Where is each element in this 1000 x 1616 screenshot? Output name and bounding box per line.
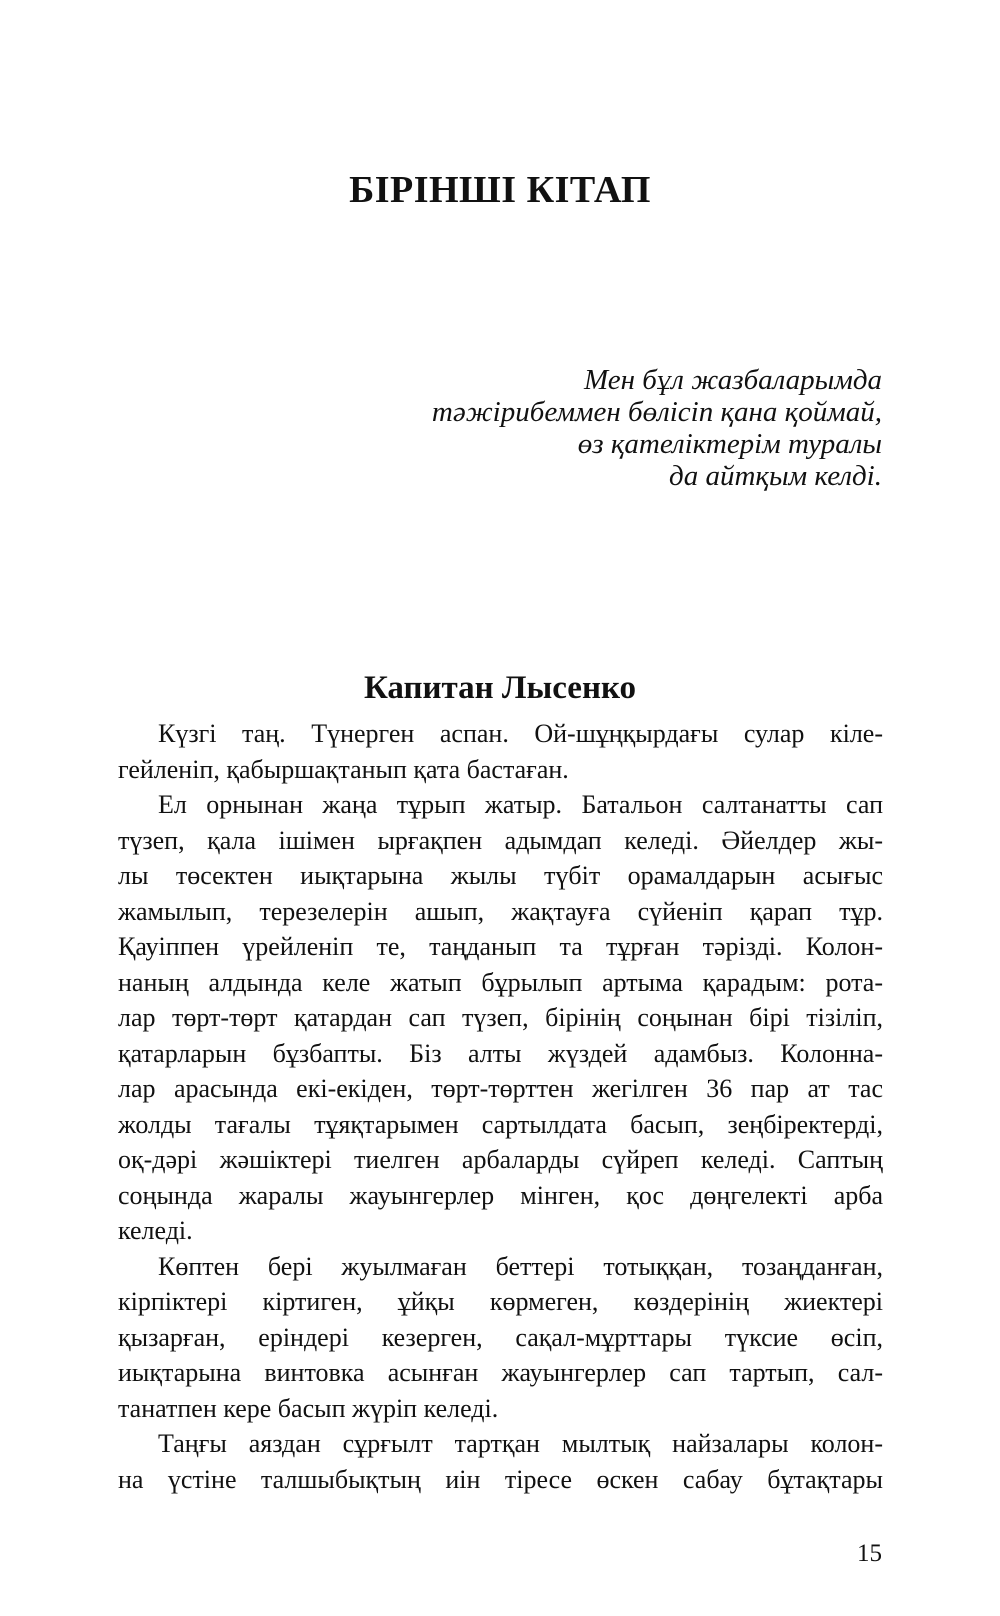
- text-line: гейленіп, қабыршақтанып қата бастаған.: [118, 754, 569, 784]
- body-text: [118, 716, 883, 1497]
- text-line: қатарларын бұзбапты. Біз алты жүздей адамбыз. Колонна-: [118, 1038, 883, 1068]
- text-line: Қауіппен үрейленіп те, таңданып та тұрған тәрізді. Колон-: [118, 932, 883, 961]
- text-line: Күзгі таң. Түнерген аспан. Ой-шұңқырдағы сулар кіле-: [158, 719, 883, 748]
- text-line: оқ-дәрі жәшіктері тиелген арбаларды сүйреп келеді. Саптың: [118, 1145, 883, 1174]
- text-line: на үстіне талшыбықтың иін тіресе өскен сабау бұтақтары: [118, 1464, 883, 1494]
- text-line: Көптен бері жуылмаған беттері тотыққан, тозаңданған,: [158, 1251, 883, 1281]
- chapter-title: Капитан Лысенко: [363, 670, 637, 706]
- text-line: түзеп, қала ішімен ырғақпен адымдап келеді. Әйелдер жы-: [118, 825, 883, 855]
- text-line: келеді.: [118, 1216, 193, 1245]
- text-line: лар төрт-төрт қатардан сап түзеп, бірінің соңынан бірі тізіліп,: [118, 1003, 883, 1032]
- text-line: Ел орнынан жаңа тұрып жатыр. Батальон салтанатты сап: [158, 790, 883, 819]
- epigraph-line: Мен бұл жазбаларымда: [583, 364, 882, 396]
- text-line: соңында жаралы жауынгерлер мінген, қос дөңгелекті арба: [118, 1180, 883, 1210]
- text-line: қызарған, еріндері кезерген, сақал-мұрттары түксие өсіп,: [118, 1322, 883, 1352]
- book-title: БІРІНШІ КІТАП: [349, 169, 651, 211]
- text-line: наның алдында келе жатып бұрылып артыма қарадым: рота-: [118, 967, 883, 997]
- epigraph: [432, 364, 882, 492]
- page-number: 15: [857, 1540, 882, 1567]
- text-line: Таңғы аяздан сұрғылт тартқан мылтық найзалары колон-: [158, 1429, 883, 1458]
- text-line: жолды тағалы тұяқтарымен сартылдата басып, зеңбіректерді,: [118, 1109, 883, 1139]
- epigraph-line: тәжірибеммен бөлісіп қана қоймай,: [431, 396, 882, 428]
- epigraph-line: өз қателіктерім туралы: [577, 428, 882, 460]
- text-line: жамылып, терезелерін ашып, жақтауға сүйеніп қарап тұр.: [118, 896, 883, 926]
- text-line: танатпен кере басып жүріп келеді.: [118, 1393, 499, 1423]
- text-line: иықтарына винтовка асынған жауынгерлер сап тартып, сал-: [118, 1358, 883, 1387]
- epigraph-line: да айтқым келді.: [669, 460, 882, 492]
- text-line: лар арасында екі-екіден, төрт-төрттен жегілген 36 пар ат тас: [118, 1074, 883, 1103]
- text-line: лы төсектен иықтарына жылы түбіт орамалдарын асығыс: [118, 861, 883, 890]
- text-line: кірпіктері кіртиген, ұйқы көрмеген, көздерінің жиектері: [118, 1287, 883, 1316]
